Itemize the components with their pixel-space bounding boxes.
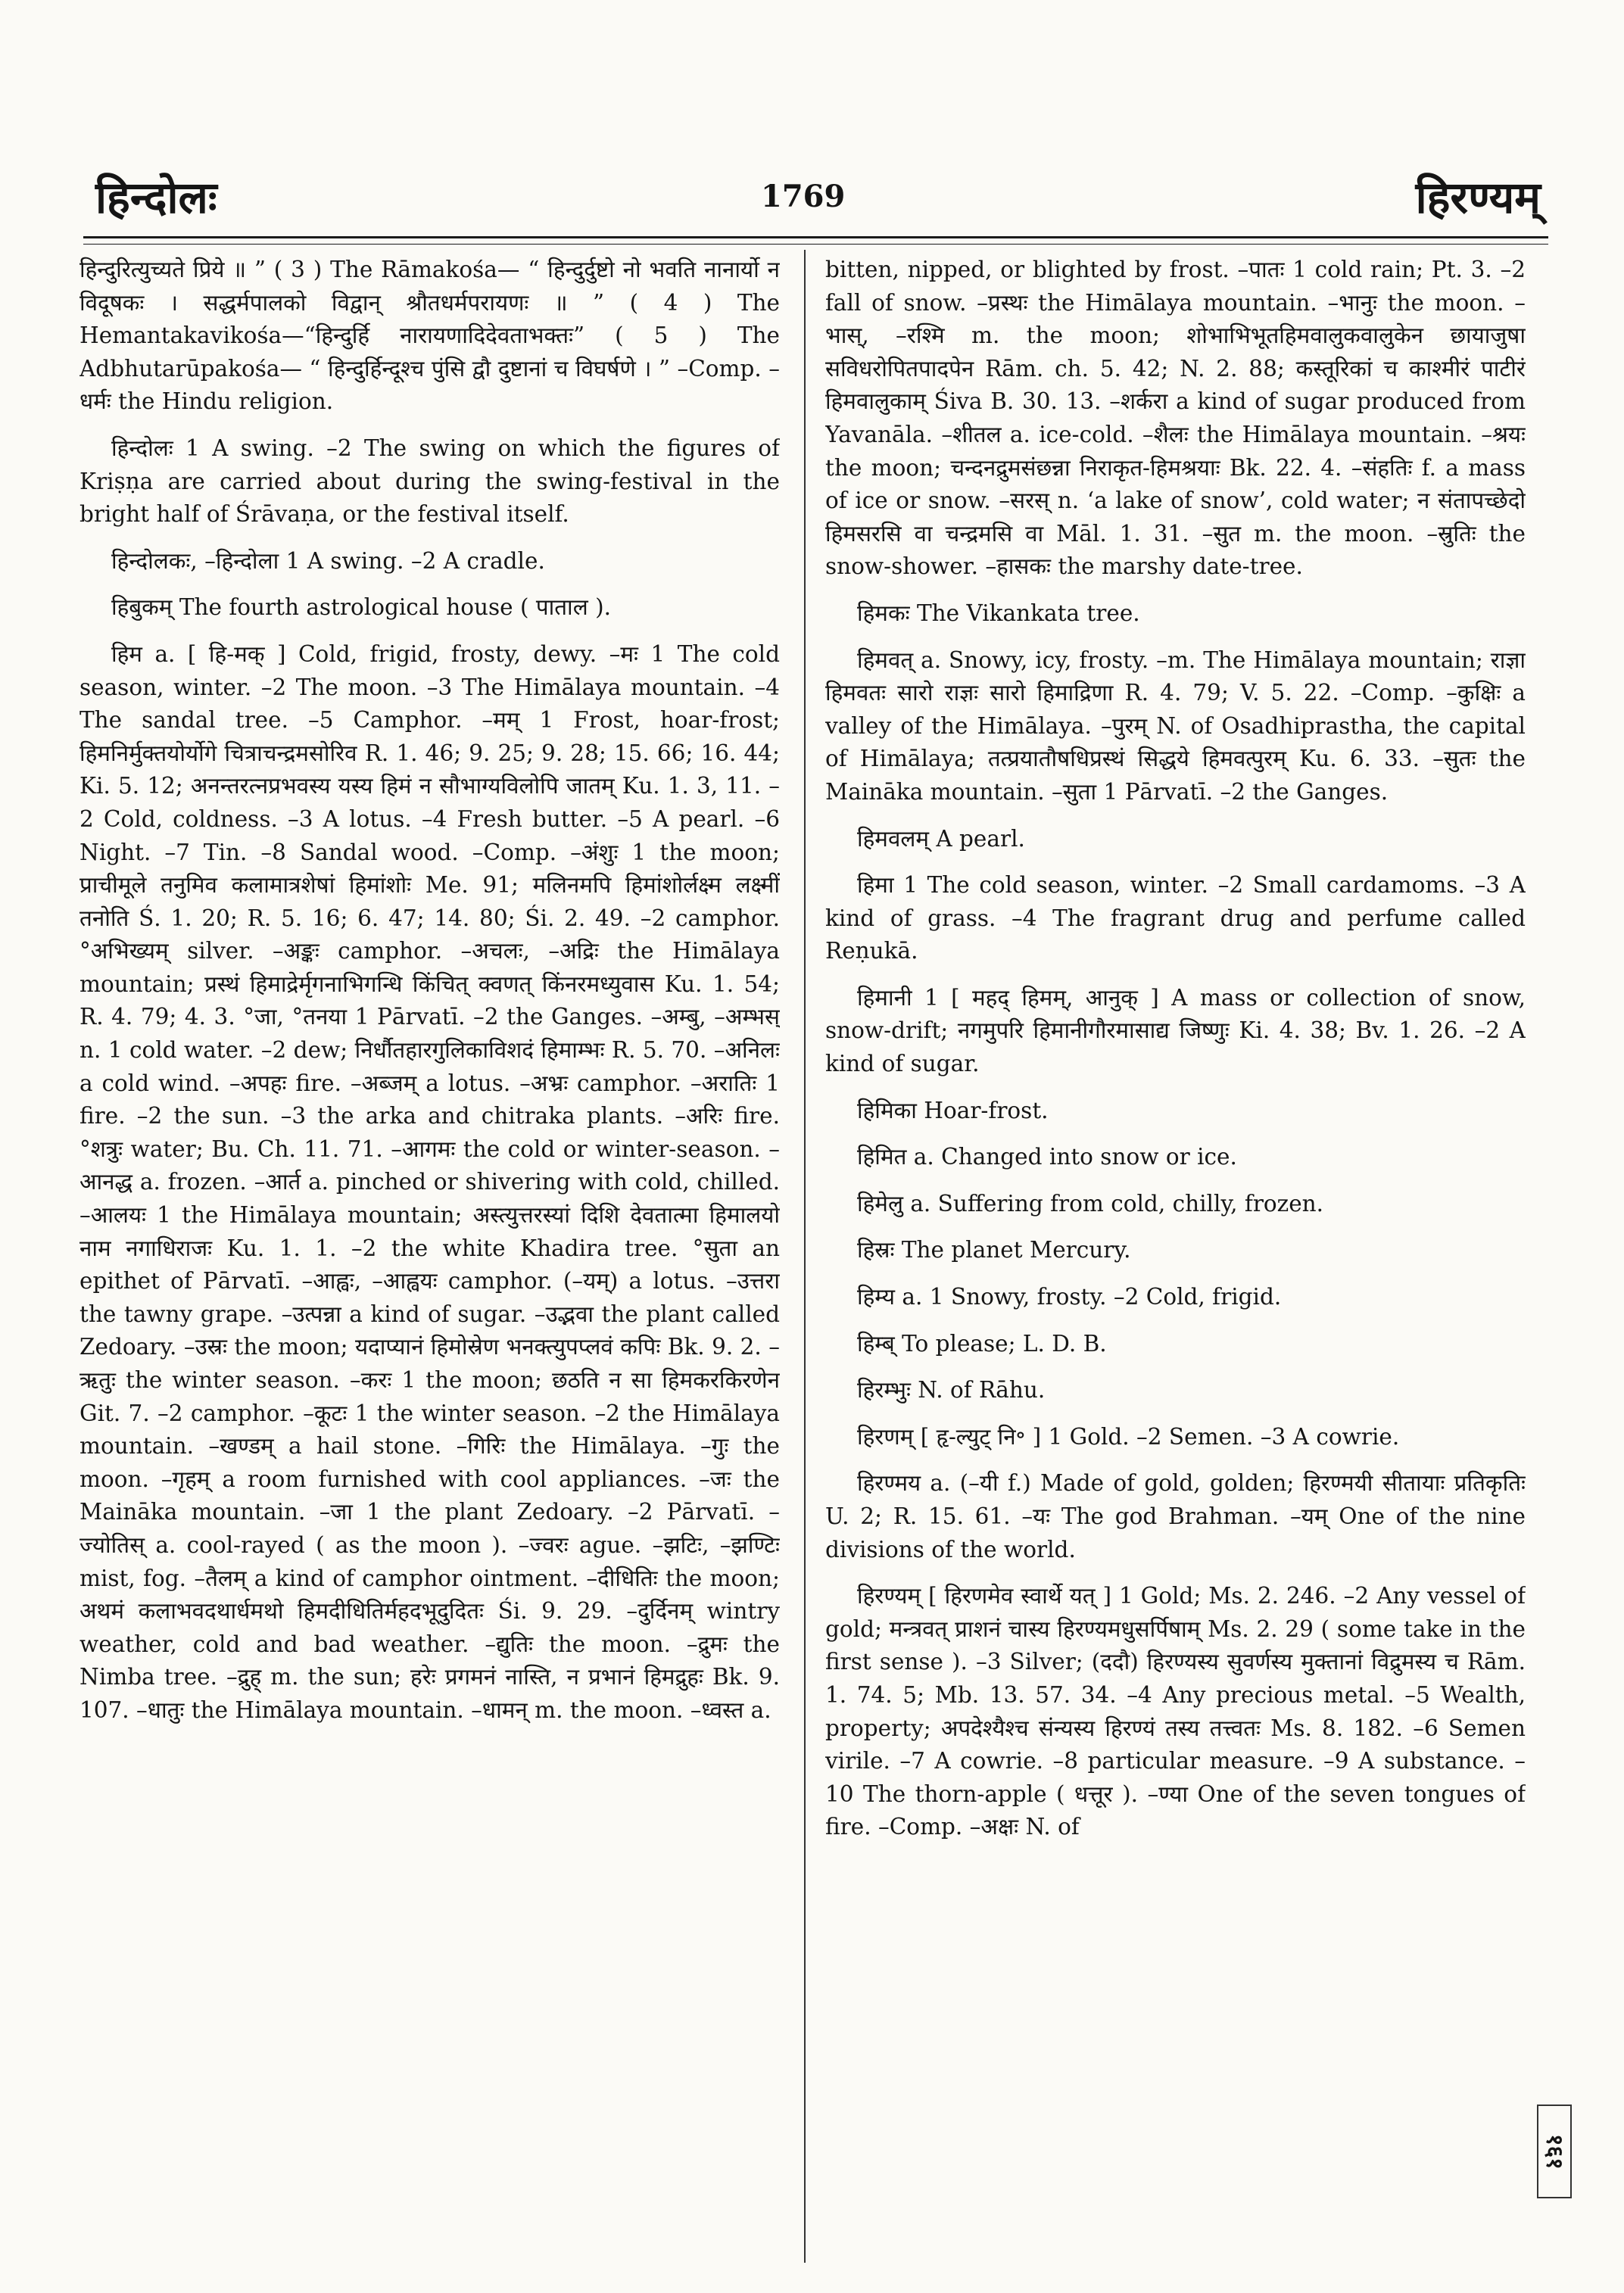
entry-himaka: हिमकः The Vikankata tree. bbox=[857, 600, 1140, 626]
entry-himavat: हिमवत् a. Snowy, icy, frosty. –m. The Himālaya mountain; राज्ञा हिमवतः सारो राज्ञः सारो हिमाद्रिणा R. 4. 79; V. 5. 22. –Comp. –कुक्षिः a valley of the Himālaya. –पुरम् N. of Osadhiprastha, the capital of Himālaya; तत्प्रयातौषधिप्रस्थं सिद्धये हिमवत्पुरम् Ku. 6. 33. –सुतः the Maināka mountain. –सुता 1 Pārvatī. –2 the Ganges. bbox=[825, 646, 1526, 805]
side-page-mark: १६१ bbox=[1537, 2105, 1572, 2198]
column-divider bbox=[804, 250, 806, 2263]
header-left-word: हिन्दोलः bbox=[95, 172, 217, 223]
page-number: 1769 bbox=[761, 179, 846, 214]
entry-hima-cont: bitten, nipped, or blighted by frost. –पातः 1 cold rain; Pt. 3. –2 fall of snow. –प्रस्थः the Himālaya mountain. –भानुः the moon. –भास्, –रश्मि m. the moon; शोभाभिभूतहिमवालुकवालुकेन छायाजुषा सविधरोपितपादपेन Rām. ch. 5. 42; N. 2. 88; कस्तूरिकां च काश्मीरं पाटीरं हिमवालुकाम् Śiva B. 30. 13. –शर्करा a kind of sugar produced from Yavanāla. –शीतल a. ice-cold. –शैलः the Himālaya mountain. –श्रयः the moon; चन्दनद्रुमसंछन्ना निराकृत-हिमश्रयाः Bk. 22. 4. –संहतिः f. a mass of ice or snow. –सरस् n. ‘a lake of snow’, cold water; न संतापच्छेदो हिमसरसि वा चन्द्रमसि वा Māl. 1. 31. –सुत m. the moon. –स्रुतिः the snow-shower. –हासकः the marshy date-tree. bbox=[825, 257, 1526, 580]
entry-hindu-cont: हिन्दुरित्युच्यते प्रिये ॥ ” ( 3 ) The Rāmakośa— “ हिन्दुर्दुष्टो नो भवति नानार्यो न विदूषकः । सद्धर्मपालको विद्वान् श्रौतधर्मपरायणः ॥ ” ( 4 ) The Hemantakavikośa—“हिन्दुर्हि नारायणादिदेवताभक्तः” ( 5 ) The Adbhutarūpakośa— “ हिन्दुर्हिन्दूश्च पुंसि द्वौ दुष्टानां च विघर्षणे । ” –Comp. –धर्मः the Hindu religion. bbox=[79, 257, 780, 415]
right-column bbox=[825, 254, 1526, 2269]
entry-himani: हिमानी 1 [ महद् हिमम्, आनुक् ] A mass or collection of snow, snow-drift; नगमुपरि हिमानीगौरमासाद्य जिष्णुः Ki. 4. 38; Bv. 1. 26. –2 A kind of sugar. bbox=[825, 984, 1526, 1077]
entry-hiranya: हिरण्यम् [ हिरणमेव स्वार्थे यत् ] 1 Gold; Ms. 2. 246. –2 Any vessel of gold; मन्त्रवत् प्राशनं चास्य हिरण्यमधुसर्पिषाम् Ms. 2. 29 ( some take in the first sense ). –3 Silver; (ददौ) हिरण्यस्य सुवर्णस्य मुक्तानां विद्रुमस्य च Rām. 1. 74. 5; Mb. 13. 57. 34. –4 Any precious metal. –5 Wealth, property; अपदेश्यैश्च संन्यस्य हिरण्यं तस्य तत्त्वतः Ms. 8. 182. –6 Semen virile. –7 A cowrie. –8 particular measure. –9 A substance. –10 The thorn-apple ( धत्तूर ). –ण्या One of the seven tongues of fire. –Comp. –अक्षः N. of bbox=[825, 1583, 1526, 1840]
entry-hibuka: हिबुकम् The fourth astrological house ( पाताल ). bbox=[111, 594, 611, 621]
entry-himita: हिमित a. Changed into snow or ice. bbox=[857, 1144, 1237, 1170]
entry-hirana: हिरणम् [ हृ-ल्युट् नि॰ ] 1 Gold. –2 Semen. –3 A cowrie. bbox=[857, 1423, 1400, 1450]
entry-himya: हिम्य a. 1 Snowy, frosty. –2 Cold, frigid. bbox=[857, 1284, 1282, 1310]
entry-himika: हिमिका Hoar-frost. bbox=[857, 1097, 1049, 1123]
header-right-word: हिरण्यम् bbox=[1415, 172, 1541, 223]
entry-hima: हिम a. [ हि-मक् ] Cold, frigid, frosty, dewy. –मः 1 The cold season, winter. –2 The moon. –3 The Himālaya mountain. –4 The sandal tree. –5 Camphor. –मम् 1 Frost, hoar-frost; हिमनिर्मुक्तयोर्योगे चित्राचन्द्रमसोरिव R. 1. 46; 9. 25; 9. 28; 15. 66; 16. 44; Ki. 5. 12; अनन्तरत्नप्रभवस्य यस्य हिमं न सौभाग्यविलोपि जातम् Ku. 1. 3, 11. –2 Cold, coldness. –3 A lotus. –4 Fresh butter. –5 A pearl. –6 Night. –7 Tin. –8 Sandal wood. –Comp. –अंशुः 1 the moon; प्राचीमूले तनुमिव कलामात्रशेषां हिमांशोः Me. 91; मलिनमपि हिमांशोर्लक्ष्म लक्ष्मीं तनोति Ś. 1. 20; R. 5. 16; 6. 47; 14. 80; Śi. 2. 49. –2 camphor. °अभिख्यम् silver. –अङ्कः camphor. –अचलः, –अद्रिः the Himālaya mountain; प्रस्थं हिमाद्रेर्मृगनाभिगन्धि किंचित् क्वणत् किंनरमध्युवास Ku. 1. 54; R. 4. 79; 4. 3. °जा, °तनया 1 Pārvatī. –2 the Ganges. –अम्बु, –अम्भस् n. 1 cold water. –2 dew; निर्धौतहारगुलिकाविशदं हिमाम्भः R. 5. 70. –अनिलः a cold wind. –अपहः fire. –अब्जम् a lotus. –अभ्रः camphor. –अरातिः 1 fire. –2 the sun. –3 the arka and chitraka plants. –अरिः fire. °शत्रुः water; Bu. Ch. 11. 71. –आगमः the cold or winter-season. –आनद्ध a. frozen. –आर्त a. pinched or shivering with cold, chilled. –आलयः 1 the Himālaya mountain; अस्त्युत्तरस्यां दिशि देवतात्मा हिमालयो नाम नगाधिराजः Ku. 1. 1. –2 the white Khadira tree. °सुता an epithet of Pārvatī. –आह्वः, –आह्वयः camphor. (–यम्) a lotus. –उत्तरा the tawny grape. –उत्पन्ना a kind of sugar. –उद्भवा the plant called Zedoary. –उस्रः the moon; यदाप्यानं हिमोस्रेण भनक्त्युपप्लवं कपिः Bk. 9. 2. –ऋतुः the winter season. –करः 1 the moon; छठति न सा हिमकरकिरणेन Git. 7. –2 camphor. –कूटः 1 the winter season. –2 the Himālaya mountain. –खण्डम् a hail stone. –गिरिः the Himālaya. –गुः the moon. –गृहम् a room furnished with cool appliances. –जः the Maināka mountain. –जा 1 the plant Zedoary. –2 Pārvatī. –ज्योतिस् a. cool-rayed ( as the moon ). –ज्वरः ague. –झटिः, –झण्टिः mist, fog. –तैलम् a kind of camphor ointment. –दीधितिः the moon; अथमं कलाभवदथार्धमथो हिमदीधितिर्महदभूदुदितः Śi. 9. 29. –दुर्दिनम् wintry weather, cold and bad weather. –द्युतिः the moon. –द्रुमः the Nimba tree. –द्रुह् m. the sun; हरेः प्रगमनं नास्ति, न प्रभानं हिमद्रुहः Bk. 9. 107. –धातुः the Himālaya mountain. –धामन् m. the moon. –ध्वस्त a. bbox=[79, 640, 780, 1723]
entry-hindola: हिन्दोलः 1 A swing. –2 The swing on which the figures of Kriṣṇa are carried about during the swing-festival in the bright half of Śrāvaṇa, or the festival itself. bbox=[79, 435, 780, 528]
entry-himavala: हिमवलम् A pearl. bbox=[857, 825, 1025, 852]
entry-himelu: हिमेलु a. Suffering from cold, chilly, frozen. bbox=[857, 1190, 1324, 1217]
header-rule-thin bbox=[83, 244, 1548, 245]
header-rule bbox=[83, 236, 1548, 238]
entry-hima-f: हिमा 1 The cold season, winter. –2 Small cardamoms. –3 A kind of grass. –4 The fragrant drug and perfume called Reṇukā. bbox=[825, 872, 1526, 964]
left-column bbox=[79, 254, 780, 2269]
entry-hirambhu: हिरम्भुः N. of Rāhu. bbox=[857, 1377, 1046, 1404]
entry-hindolaka: हिन्दोलकः, –हिन्दोला 1 A swing. –2 A cradle. bbox=[111, 547, 545, 574]
entry-hisra: हिस्रः The planet Mercury. bbox=[857, 1237, 1131, 1263]
entry-hiranmaya: हिरण्मय a. (–यी f.) Made of gold, golden; हिरण्मयी सीतायाः प्रतिकृतिः U. 2; R. 15. 61. –यः The god Brahman. –यम् One of the nine divisions of the world. bbox=[825, 1470, 1526, 1562]
entry-himb: हिम्ब् To please; L. D. B. bbox=[857, 1330, 1107, 1357]
